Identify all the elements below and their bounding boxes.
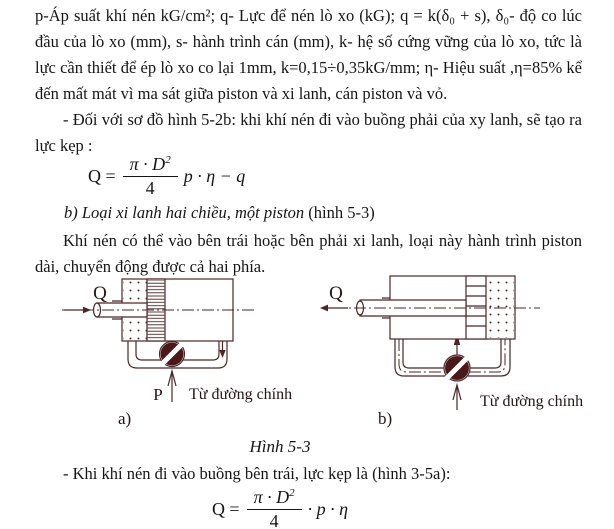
formula-clamp-force-2: [0, 487, 560, 529]
paragraph-scheme-5-2b: - Đối với sơ đồ hình 5-2b: khi khí nén đi vào buồng phải của xy lanh, sẽ tạo ra lực kẹp :: [35, 110, 582, 155]
section-heading-ref: (hình 5-3): [304, 203, 375, 222]
caption-b: b): [378, 409, 393, 428]
right-arrow-icon: [83, 307, 91, 314]
formula-rhs: · p · η: [307, 498, 349, 519]
exponent: 2: [289, 487, 295, 499]
caption-a: a): [118, 409, 132, 428]
force-label-b: Q: [329, 283, 343, 304]
paragraph-two-way-cylinder: Khí nén có thể vào bên trái hoặc bên phải xi lanh, loại này hành trình piston dài, chuyển động được cả hai phía.: [35, 231, 582, 276]
pressure-label-a: P: [153, 385, 163, 404]
fraction: [247, 487, 302, 529]
paragraph-left-chamber: - Khi khí nén đi vào buồng bên trái, lực kẹp là (hình 3-5a):: [63, 464, 451, 483]
fraction: [123, 154, 178, 198]
section-heading-b: [64, 203, 594, 223]
fraction-numerator: π · D: [129, 154, 166, 174]
diagram-b: [320, 276, 583, 428]
left-arrow-icon: [320, 305, 328, 312]
formula-lhs: Q =: [88, 165, 116, 186]
supply-label-a: Từ đường chính: [189, 386, 293, 403]
exponent: 2: [165, 154, 171, 166]
formula-rhs: p · η − q: [183, 165, 246, 186]
paragraph-definitions: p-Áp suất khí nén kG/cm²; q- Lực để nén lò xo (kG); q = k(δ₀ + s), δ₀- độ co lúc đầu của lò xo (mm), s- hành trình cán (mm), k- hệ số cứng vững của lò xo, tức là lực cần thiết để ép lò xo co lại 1mm, k=0,15÷0,35kG/mm; η- Hiệu suất ,η=85% kể đến mất mát vì ma sát giữa piston và xi lanh, cán piston và vỏ.: [35, 6, 582, 103]
figure-caption: Hình 5-3: [249, 437, 311, 456]
formula-lhs: Q =: [211, 498, 240, 519]
down-arrow-icon: [219, 350, 225, 358]
force-label-a: Q: [93, 283, 107, 304]
fraction-denominator: 4: [269, 510, 279, 529]
formula-clamp-force-1: [88, 154, 245, 198]
supply-label-b: Từ đường chính: [480, 393, 584, 410]
figure-hinh-5-3: [0, 265, 614, 433]
fraction-numerator: π · D: [253, 487, 290, 507]
section-heading-italic: b) Loại xi lanh hai chiều, một piston: [64, 203, 305, 222]
fraction-denominator: 4: [145, 177, 155, 198]
diagram-a: [62, 279, 292, 428]
